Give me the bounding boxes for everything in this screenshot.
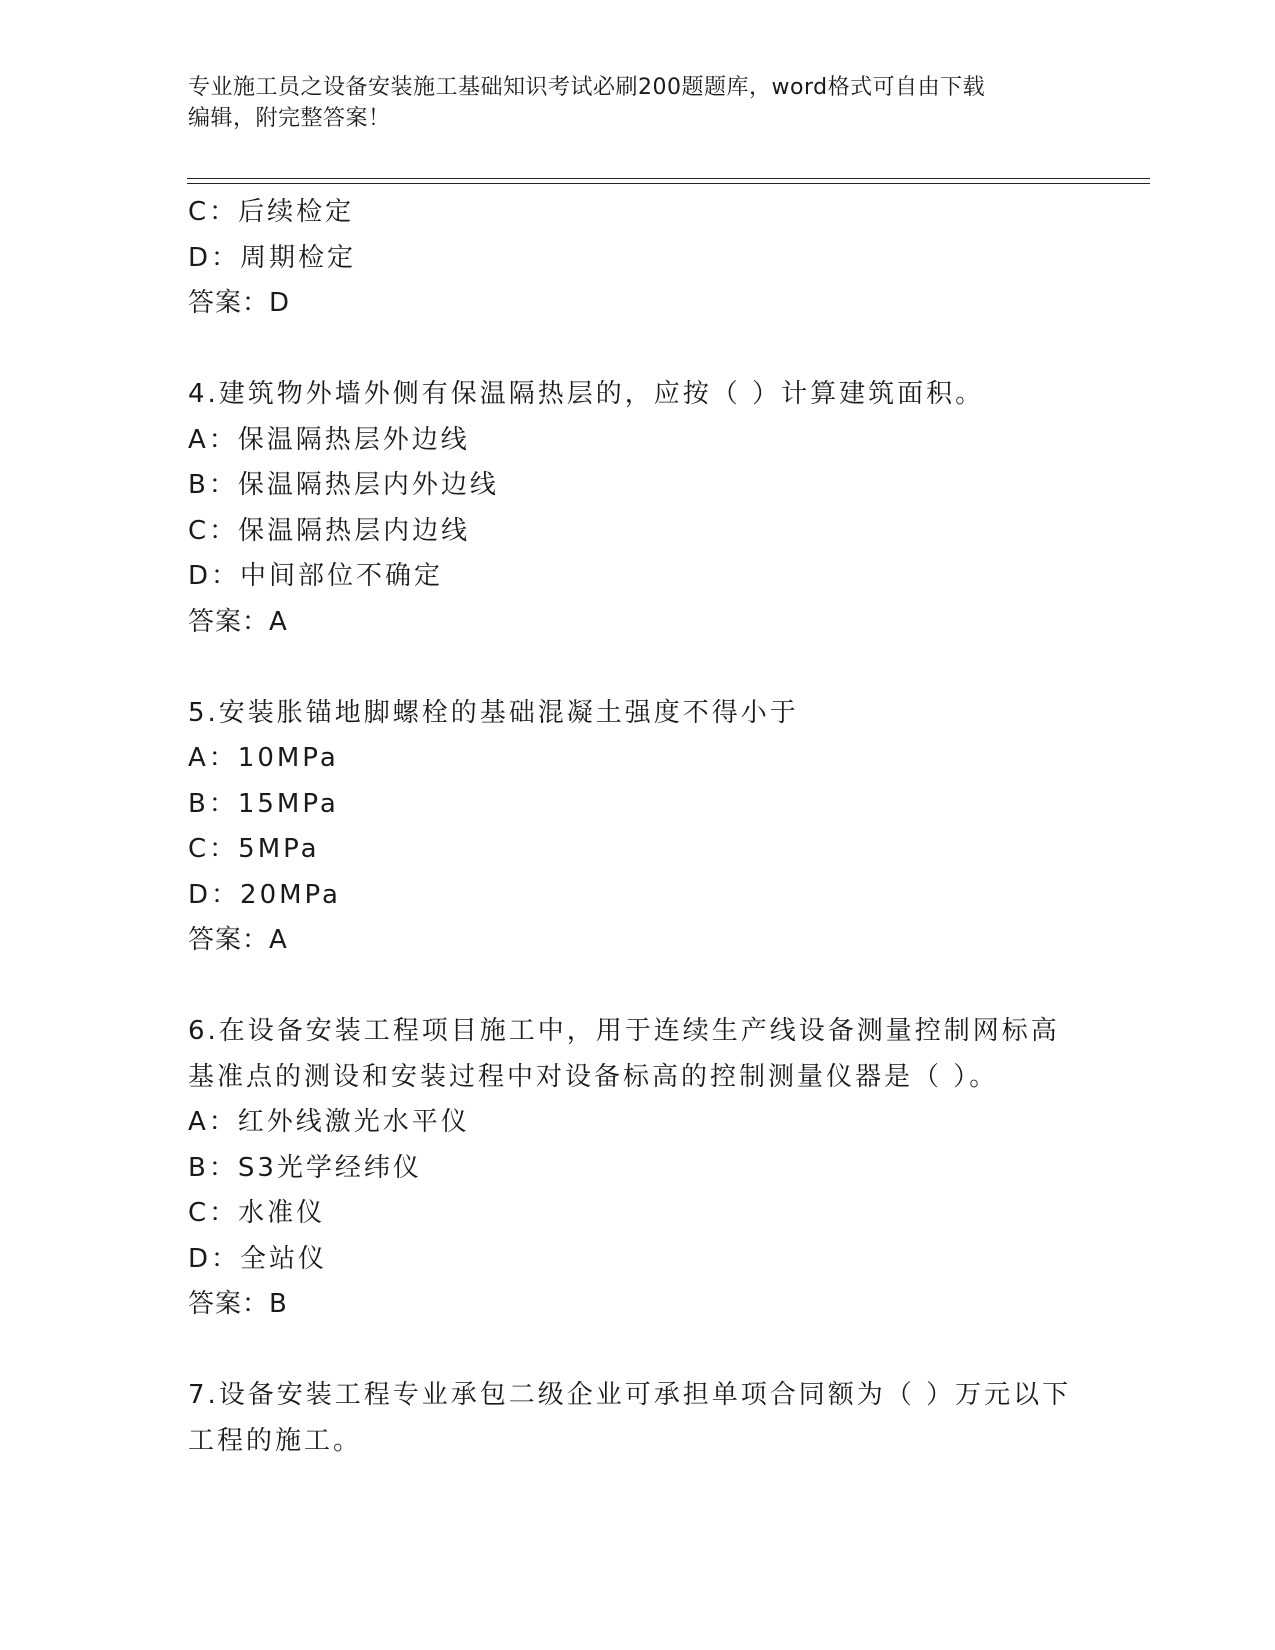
option-b: B：保温隔热层内外边线	[188, 470, 499, 500]
option-d: D：20MPa	[188, 879, 341, 910]
answer-label: 答案：B	[188, 1289, 288, 1319]
option-d: D：全站仪	[188, 1243, 328, 1274]
question-6	[188, 1009, 1088, 1328]
header-divider-top	[187, 178, 1150, 179]
option-a: A：10MPa	[188, 743, 339, 773]
spacer	[188, 1328, 1088, 1374]
option-b: B：15MPa	[188, 788, 339, 819]
option-c: C：5MPa	[188, 834, 320, 864]
question-text: 5.安装胀锚地脚螺栓的基础混凝土强度不得小于	[188, 697, 799, 728]
option-b: B：S3光学经纬仪	[188, 1152, 422, 1183]
question-7	[188, 1373, 1088, 1464]
header-title-line-1: 专业施工员之设备安装施工基础知识考试必刷200题题库，word格式可自由下载	[188, 75, 986, 100]
header-title-line-2: 编辑，附完整答案！	[188, 106, 391, 131]
question-list	[188, 190, 1088, 1464]
document-header	[188, 72, 1088, 134]
option-a: A：保温隔热层外边线	[188, 424, 470, 455]
question-3	[188, 190, 1088, 327]
question-text: 4.建筑物外墙外侧有保温隔热层的，应按（ ）计算建筑面积。	[188, 379, 985, 409]
option-d: D：周期检定	[188, 242, 357, 273]
question-text-line-1: 6.在设备安装工程项目施工中，用于连续生产线设备测量控制网标高	[188, 1016, 1060, 1046]
question-text-line-2: 基准点的测设和安装过程中对设备标高的控制测量仪器是（ ）。	[188, 1061, 999, 1092]
option-c: C：后续检定	[188, 197, 355, 227]
spacer	[188, 964, 1088, 1010]
option-d: D：中间部位不确定	[188, 561, 444, 591]
option-c: C：保温隔热层内边线	[188, 515, 471, 546]
question-4	[188, 372, 1088, 645]
question-5	[188, 691, 1088, 964]
question-text-line-1: 7.设备安装工程专业承包二级企业可承担单项合同额为（ ）万元以下	[188, 1380, 1072, 1410]
answer-label: 答案：A	[188, 925, 288, 955]
answer-label: 答案：D	[188, 288, 291, 318]
question-text-line-2: 工程的施工。	[188, 1425, 363, 1456]
answer-label: 答案：A	[188, 606, 288, 637]
spacer	[188, 327, 1088, 373]
spacer	[188, 645, 1088, 691]
header-divider-bottom	[187, 183, 1150, 184]
option-a: A：红外线激光水平仪	[188, 1107, 470, 1137]
option-c: C：水准仪	[188, 1198, 326, 1228]
